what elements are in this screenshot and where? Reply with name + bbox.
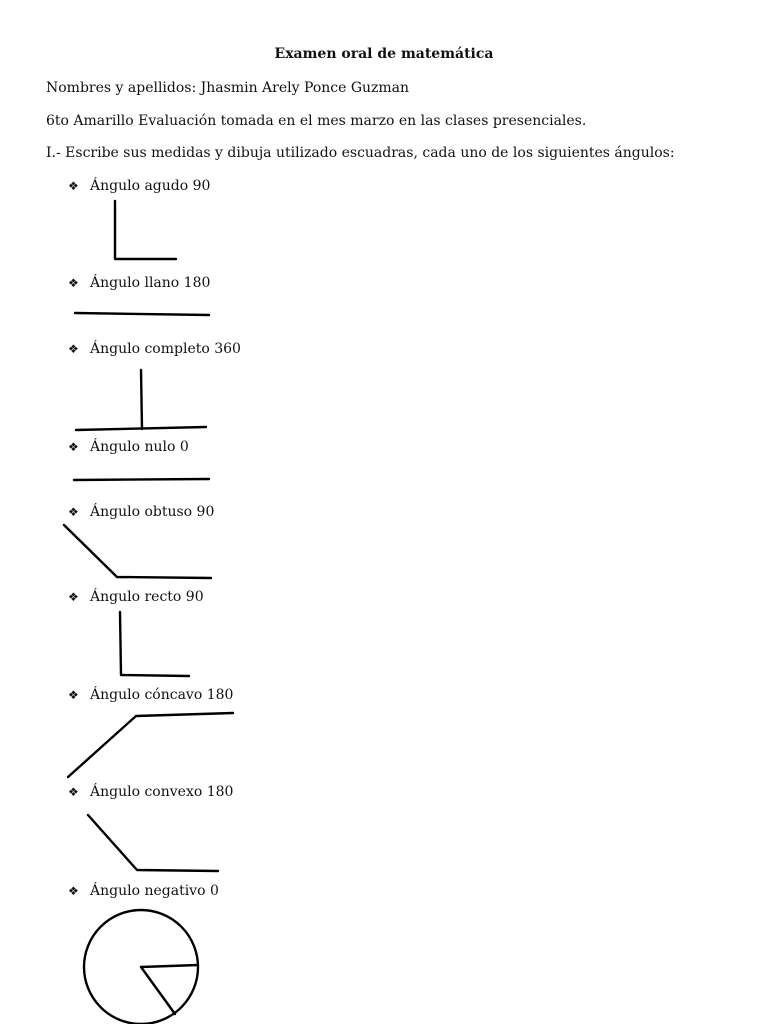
diamond-bullet-icon: ❖ <box>68 440 79 454</box>
right-angle-drawing <box>115 201 176 259</box>
item-label: Ángulo nulo 0 <box>90 439 189 455</box>
diamond-bullet-icon: ❖ <box>68 342 79 356</box>
item-label: Ángulo cóncavo 180 <box>90 687 234 703</box>
class-info-line: 6to Amarillo Evaluación tomada en el mes marzo en las clases presenciales. <box>46 113 587 129</box>
item-label: Ángulo negativo 0 <box>90 883 219 899</box>
inverted-t-drawing <box>76 370 206 430</box>
obtuse-angle-drawing <box>64 525 211 578</box>
circle-sector-drawing <box>84 910 198 1024</box>
item-label: Ángulo obtuso 90 <box>90 504 215 520</box>
student-name-line: Nombres y apellidos: Jhasmin Arely Ponce Guzman <box>46 80 410 96</box>
convex-angle-drawing <box>88 815 218 871</box>
straight-line-drawing <box>75 313 209 315</box>
diamond-bullet-icon: ❖ <box>68 590 79 604</box>
diamond-bullet-icon: ❖ <box>68 276 79 290</box>
item-label: Ángulo completo 360 <box>90 341 241 357</box>
exam-title: Examen oral de matemática <box>274 46 494 62</box>
diamond-bullet-icon: ❖ <box>68 785 79 799</box>
item-label: Ángulo recto 90 <box>90 589 204 605</box>
straight-line-drawing <box>74 479 209 480</box>
item-label: Ángulo convexo 180 <box>90 784 234 800</box>
diamond-bullet-icon: ❖ <box>68 505 79 519</box>
concave-angle-drawing <box>68 713 233 777</box>
diamond-bullet-icon: ❖ <box>68 688 79 702</box>
diamond-bullet-icon: ❖ <box>68 179 79 193</box>
item-label: Ángulo llano 180 <box>90 275 211 291</box>
instruction-line: I.- Escribe sus medidas y dibuja utilizado escuadras, cada uno de los siguientes ángulos: <box>46 145 675 161</box>
item-label: Ángulo agudo 90 <box>90 178 211 194</box>
diamond-bullet-icon: ❖ <box>68 884 79 898</box>
right-angle-drawing <box>120 612 189 676</box>
